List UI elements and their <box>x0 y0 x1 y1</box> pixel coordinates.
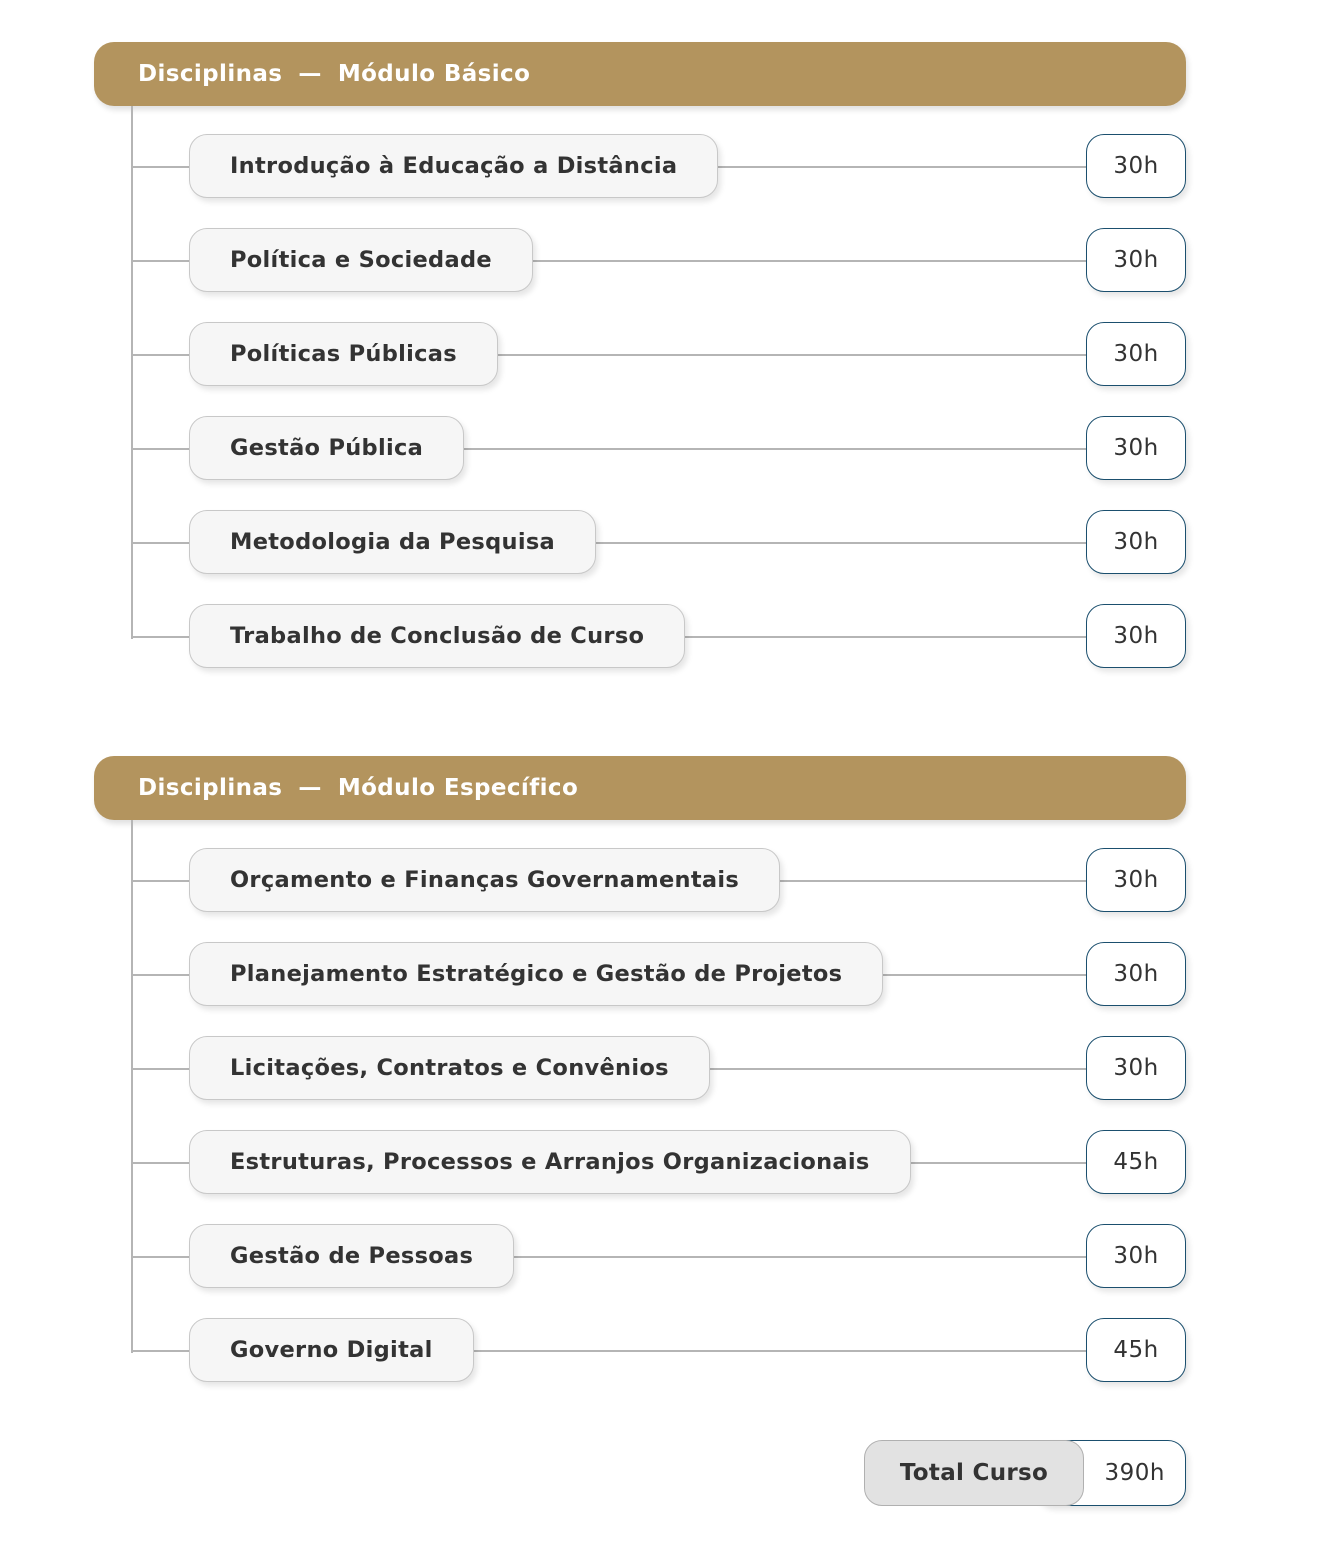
course-name: Políticas Públicas <box>189 322 498 386</box>
course-total <box>864 1440 1186 1506</box>
tree-branch <box>131 354 191 356</box>
course-hours: 30h <box>1086 1036 1186 1100</box>
tree-branch <box>131 1256 191 1258</box>
course-row <box>0 416 1317 480</box>
total-label: Total Curso <box>864 1440 1084 1506</box>
course-name: Gestão Pública <box>189 416 464 480</box>
module-specific <box>0 714 1317 1414</box>
module-basic <box>0 0 1317 700</box>
module-header-separator: — <box>298 61 322 87</box>
connector-line <box>778 880 1088 882</box>
course-row <box>0 1130 1317 1194</box>
connector-line <box>462 448 1088 450</box>
total-hours: 390h <box>1034 1440 1186 1506</box>
course-hours: 30h <box>1086 322 1186 386</box>
tree-branch <box>131 974 191 976</box>
course-name: Introdução à Educação a Distância <box>189 134 718 198</box>
course-name: Estruturas, Processos e Arranjos Organizacionais <box>189 1130 911 1194</box>
tree-branch <box>131 448 191 450</box>
connector-line <box>881 974 1088 976</box>
connector-line <box>512 1256 1088 1258</box>
module-header-label: Disciplinas <box>138 61 283 87</box>
course-row <box>0 848 1317 912</box>
course-row <box>0 134 1317 198</box>
tree-branch <box>131 1068 191 1070</box>
tree-branch <box>131 260 191 262</box>
course-hours: 30h <box>1086 228 1186 292</box>
course-hours: 30h <box>1086 134 1186 198</box>
course-hours: 30h <box>1086 604 1186 668</box>
course-row <box>0 942 1317 1006</box>
course-row <box>0 510 1317 574</box>
tree-branch <box>131 880 191 882</box>
course-row <box>0 1036 1317 1100</box>
tree-branch <box>131 166 191 168</box>
module-header <box>94 42 1186 106</box>
course-name: Licitações, Contratos e Convênios <box>189 1036 710 1100</box>
connector-line <box>531 260 1088 262</box>
connector-line <box>472 1350 1088 1352</box>
module-header <box>94 756 1186 820</box>
course-name: Trabalho de Conclusão de Curso <box>189 604 685 668</box>
course-row <box>0 228 1317 292</box>
module-header-separator: — <box>298 775 322 801</box>
module-header-name: Módulo Específico <box>337 775 579 801</box>
course-name: Metodologia da Pesquisa <box>189 510 596 574</box>
course-name: Orçamento e Finanças Governamentais <box>189 848 780 912</box>
course-row <box>0 1224 1317 1288</box>
course-row <box>0 604 1317 668</box>
connector-line <box>716 166 1088 168</box>
course-hours: 30h <box>1086 1224 1186 1288</box>
course-hours: 45h <box>1086 1130 1186 1194</box>
module-header-name: Módulo Básico <box>337 61 531 87</box>
course-name: Gestão de Pessoas <box>189 1224 514 1288</box>
module-header-label: Disciplinas <box>138 775 283 801</box>
course-hours: 30h <box>1086 848 1186 912</box>
connector-line <box>909 1162 1088 1164</box>
course-hours: 30h <box>1086 416 1186 480</box>
course-hours: 30h <box>1086 942 1186 1006</box>
course-row <box>0 1318 1317 1382</box>
connector-line <box>594 542 1088 544</box>
tree-branch <box>131 1350 191 1352</box>
tree-branch <box>131 636 191 638</box>
tree-branch <box>131 1162 191 1164</box>
course-hours: 45h <box>1086 1318 1186 1382</box>
course-row <box>0 322 1317 386</box>
course-name: Política e Sociedade <box>189 228 533 292</box>
course-name: Governo Digital <box>189 1318 474 1382</box>
connector-line <box>683 636 1088 638</box>
course-hours: 30h <box>1086 510 1186 574</box>
connector-line <box>496 354 1088 356</box>
tree-branch <box>131 542 191 544</box>
course-name: Planejamento Estratégico e Gestão de Projetos <box>189 942 883 1006</box>
connector-line <box>708 1068 1088 1070</box>
